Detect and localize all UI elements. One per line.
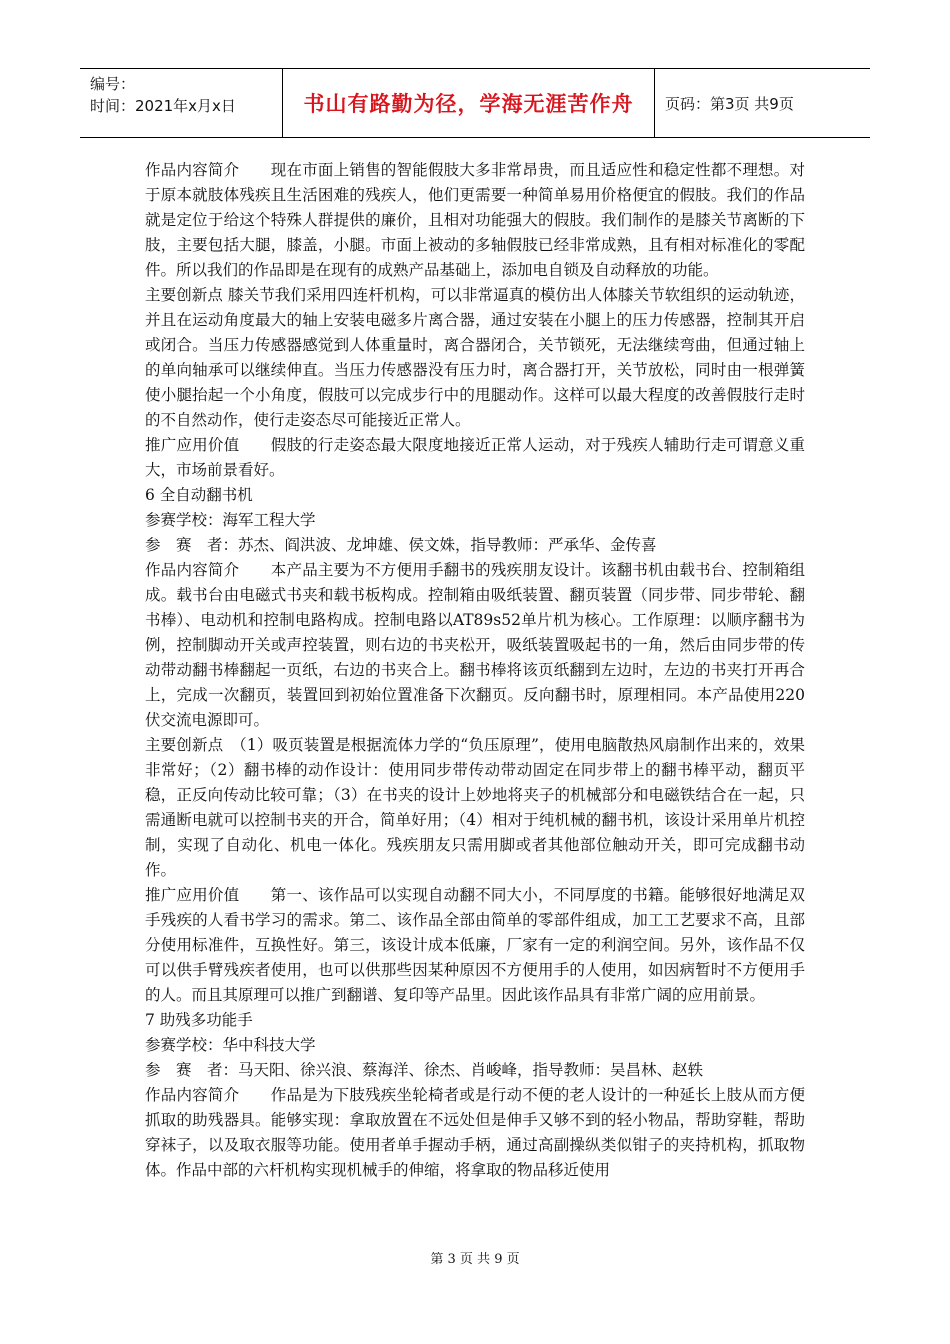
paragraph: 推广应用价值 假肢的行走姿态最大限度地接近正常人运动，对于残疾人辅助行走可谓意义重大，市场前景看好。 [145, 436, 805, 479]
school-line: 参赛学校：海军工程大学 [145, 511, 316, 529]
paragraph: 作品内容简介 本产品主要为不方便用手翻书的残疾朋友设计。该翻书机由载书台、控制箱组成。载书台由电磁式书夹和载书板构成。控制箱由吸纸装置、翻页装置（同步带、同步带轮、翻书棒）、电动机和控制电路构成。控制电路以AT89s52单片机为核心。工作原理：以顺序翻书为例，控制脚动开关或声控装置，则右边的书夹松开，吸纸装置吸起书的一角，然后由同步带的传动带动翻书棒翻起一页纸，右边的书夹合上。翻书棒将该页纸翻到左边时，左边的书夹打开再合上，完成一次翻页，装置回到初始位置准备下次翻页。反向翻书时，原理相同。本产品使用220伏交流电源即可。 [145, 561, 805, 729]
section-heading: 7 助残多功能手 [145, 1011, 253, 1029]
paragraph: 主要创新点 膝关节我们采用四连杆机构，可以非常逼真的模仿出人体膝关节软组织的运动轨迹，并且在运动角度最大的轴上安装电磁多片离合器，通过安装在小腿上的压力传感器，控制其开启或闭合。当压力传感器感觉到人体重量时，离合器闭合，关节锁死，无法继续弯曲，但通过轴上的单向轴承可以继续伸直。当压力传感器没有压力时，离合器打开，关节放松，同时由一根弹簧使小腿抬起一个小角度，假肢可以完成步行中的甩腿动作。这样可以最大程度的改善假肢行走时的不自然动作，使行走姿态尽可能接近正常人。 [145, 286, 805, 429]
participants-line: 参 赛 者：苏杰、阎洪波、龙坤雄、侯文姝，指导教师：严承华、金传喜 [145, 536, 657, 554]
paragraph: 主要创新点 （1）吸页装置是根据流体力学的“负压原理”，使用电脑散热风扇制作出来的，效果非常好；（2）翻书棒的动作设计：使用同步带传动带动固定在同步带上的翻书棒平动，翻页平稳，正反向传动比较可靠；（3）在书夹的设计上妙地将夹子的机械部分和电磁铁结合在一起，只需通断电就可以控制书夹的开合，简单好用；（4）相对于纯机械的翻书机，该设计采用单片机控制，实现了自动化、机电一体化。残疾朋友只需用脚或者其他部位触动开关，即可完成翻书动作。 [145, 736, 805, 879]
page-header [80, 68, 870, 138]
page-indicator: 页码：第3页 共9页 [665, 94, 794, 113]
document-body [145, 158, 805, 1183]
header-page-cell [655, 69, 870, 137]
section-heading: 6 全自动翻书机 [145, 486, 253, 504]
paragraph: 作品内容简介 现在市面上销售的智能假肢大多非常昂贵，而且适应性和稳定性都不理想。对于原本就肢体残疾且生活困难的残疾人，他们更需要一种简单易用价格便宜的假肢。我们的作品就是定位于给这个特殊人群提供的廉价，且相对功能强大的假肢。我们制作的是膝关节离断的下肢，主要包括大腿，膝盖，小腿。市面上被动的多轴假肢已经非常成熟，且有相对标准化的零配件。所以我们的作品即是在现有的成熟产品基础上，添加电自锁及自动释放的功能。 [145, 161, 805, 279]
school-line: 参赛学校：华中科技大学 [145, 1036, 316, 1054]
header-meta [80, 69, 283, 137]
page-footer: 第 3 页 共 9 页 [430, 1252, 520, 1267]
document-number: 编号： [90, 75, 136, 93]
motto: 书山有路勤为径，学海无涯苦作舟 [303, 92, 634, 116]
participants-line: 参 赛 者：马天阳、徐兴浪、蔡海洋、徐杰、肖峻峰，指导教师：吴昌林、赵轶 [145, 1061, 704, 1079]
document-date: 时间：2021年x月x日 [90, 97, 236, 115]
paragraph: 作品内容简介 作品是为下肢残疾坐轮椅者或是行动不便的老人设计的一种延长上肢从而方便抓取的助残器具。能够实现：拿取放置在不远处但是伸手又够不到的轻小物品，帮助穿鞋，帮助穿袜子，以及取衣服等功能。使用者单手握动手柄，通过高副操纵类似钳子的夹持机构，抓取物体。作品中部的六杆机构实现机械手的伸缩，将拿取的物品移近使用 [145, 1086, 805, 1179]
header-motto-cell [283, 69, 655, 137]
paragraph: 推广应用价值 第一、该作品可以实现自动翻不同大小，不同厚度的书籍。能够很好地满足双手残疾的人看书学习的需求。第二、该作品全部由简单的零部件组成，加工工艺要求不高，且部分使用标准件，互换性好。第三，该设计成本低廉，厂家有一定的利润空间。另外，该作品不仅可以供手臂残疾者使用，也可以供那些因某种原因不方便用手的人使用，如因病暂时不方便用手的人。而且其原理可以推广到翻谱、复印等产品里。因此该作品具有非常广阔的应用前景。 [145, 886, 805, 1004]
